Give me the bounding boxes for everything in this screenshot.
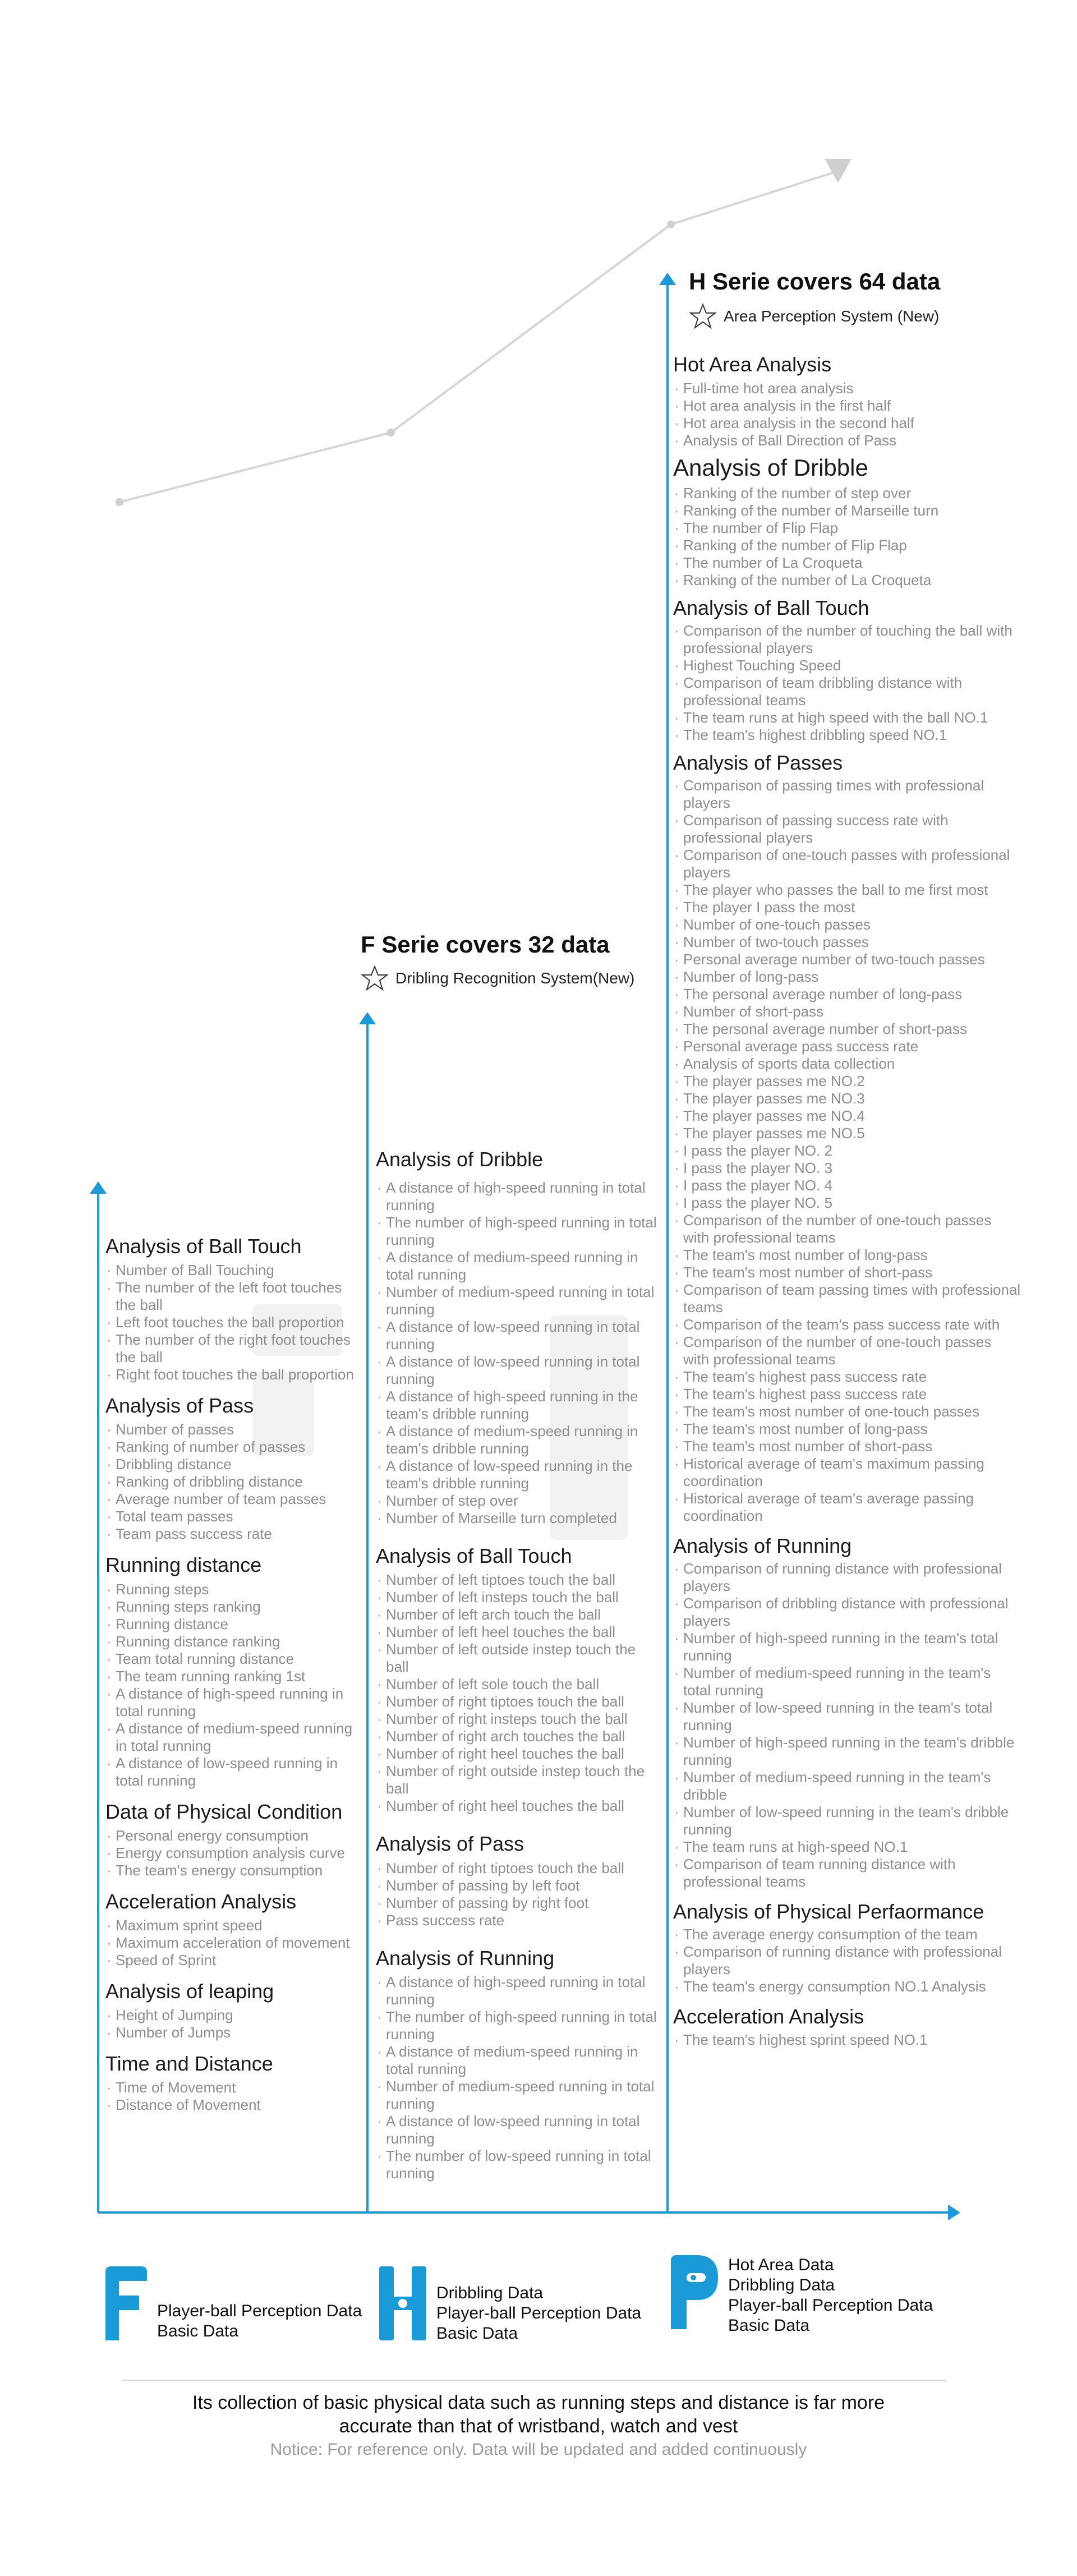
list-item: · A distance of low-speed running in the team's dribble running xyxy=(376,1457,662,1492)
list-item: · Number of right arch touches the ball xyxy=(376,1728,662,1745)
list-item: · Personal average number of two-touch passes xyxy=(673,951,1021,968)
item-list xyxy=(673,1560,1021,1890)
list-item: · Comparison of passing times with professional players xyxy=(673,777,1021,812)
list-item: · Total team passes xyxy=(105,1508,358,1525)
list-item: · The player I pass the most xyxy=(673,899,1021,916)
legend-line: Dribbling Data xyxy=(728,2276,835,2294)
list-item: · Comparison of the number of touching the ball with professional players xyxy=(673,622,1021,657)
list-item: · I pass the player NO. 2 xyxy=(673,1142,1021,1160)
list-item: · Time of Movement xyxy=(105,2079,358,2096)
list-item: · Comparison of dribbling distance with professional players xyxy=(673,1595,1021,1630)
legend-f-lines xyxy=(157,2301,362,2342)
list-item: · Number of Ball Touching xyxy=(105,1262,358,1279)
list-item: · Personal energy consumption xyxy=(105,1827,358,1844)
legend-line: Hot Area Data xyxy=(728,2256,834,2274)
legend-line: Player-ball Perception Data xyxy=(728,2296,933,2315)
list-item: · Comparison of passing success rate with professional players xyxy=(673,812,1021,847)
list-item: · Number of left sole touch the ball xyxy=(376,1676,662,1693)
list-item: · The personal average number of long-pass xyxy=(673,986,1021,1003)
x-axis-arrowhead xyxy=(948,2205,960,2220)
list-item: · Comparison of the number of one-touch passes with professional teams xyxy=(673,1333,1021,1368)
list-item: · Number of Marseille turn completed xyxy=(376,1510,662,1527)
item-list xyxy=(673,380,1021,449)
list-item: · Distance of Movement xyxy=(105,2096,358,2114)
section-title: Time and Distance xyxy=(105,2052,273,2076)
section xyxy=(673,1534,1021,1890)
list-item: · Ranking of the number of La Croqueta xyxy=(673,572,1021,589)
section-title: Analysis of Dribble xyxy=(376,1148,544,1171)
list-item: · Analysis of sports data collection xyxy=(673,1055,1021,1073)
p-logo-icon xyxy=(671,2255,718,2329)
list-item: · Comparison of team running distance with professional teams xyxy=(673,1856,1021,1890)
list-item: · Number of right heel touches the ball xyxy=(376,1797,662,1815)
section-title: Analysis of leaping xyxy=(105,1979,274,2003)
list-item: · Number of medium-speed running in the team's dribble xyxy=(673,1769,1021,1804)
item-list xyxy=(673,2031,1021,2049)
section-title: Analysis of Pass xyxy=(376,1832,524,1856)
item-list xyxy=(376,1571,662,1815)
list-item: · The number of the right foot touches the ball xyxy=(105,1331,358,1366)
legend-line: Basic Data xyxy=(157,2322,239,2340)
list-item: · The team's energy consumption NO.1 Analysis xyxy=(673,1978,1021,1995)
legend-p-lines xyxy=(728,2255,933,2336)
section xyxy=(673,1899,1021,1995)
list-item: · Ranking of the number of Marseille turn xyxy=(673,502,1021,519)
list-item: · A distance of high-speed running in total running xyxy=(376,1974,662,2008)
legend-line: Basic Data xyxy=(436,2324,518,2343)
list-item: · A distance of low-speed running in total running xyxy=(105,1755,358,1790)
footer-statement xyxy=(0,2391,1077,2438)
section-title: Analysis of Dribble xyxy=(673,454,868,481)
list-item: · Ranking of the number of step over xyxy=(673,485,1021,502)
list-item: · Full-time hot area analysis xyxy=(673,380,1021,397)
list-item: · The team's most number of short-pass xyxy=(673,1264,1021,1281)
list-item: · Number of left tiptoes touch the ball xyxy=(376,1571,662,1589)
h-logo-icon xyxy=(379,2266,426,2340)
list-item: · Comparison of running distance with professional players xyxy=(673,1560,1021,1595)
list-item: · Comparison of team passing times with professional teams xyxy=(673,1281,1021,1316)
list-item: · The number of low-speed running in total running xyxy=(376,2147,662,2182)
list-item: · Analysis of Ball Direction of Pass xyxy=(673,432,1021,449)
item-list xyxy=(105,1262,358,1383)
list-item: · A distance of medium-speed running in total running xyxy=(105,1720,358,1755)
section xyxy=(105,1393,358,1543)
list-item: · Number of Jumps xyxy=(105,2024,358,2041)
list-item: · Running steps ranking xyxy=(105,1598,358,1616)
list-item: · Running steps xyxy=(105,1581,358,1598)
section-title: Analysis of Running xyxy=(673,1534,852,1557)
list-item: · A distance of low-speed running in total running xyxy=(376,2113,662,2147)
list-item: · The personal average number of short-pass xyxy=(673,1020,1021,1038)
f-axis-arrowhead xyxy=(359,1012,376,1024)
star-icon xyxy=(689,303,717,330)
list-item: · I pass the player NO. 3 xyxy=(673,1160,1021,1177)
legend-line: Dribbling Data xyxy=(436,2284,544,2302)
list-item: · A distance of medium-speed running in team's dribble running xyxy=(376,1423,662,1457)
section xyxy=(376,1946,662,2182)
basic-axis-arrowhead xyxy=(90,1181,107,1194)
item-list xyxy=(105,2079,358,2114)
item-list xyxy=(673,622,1021,744)
list-item: · The team's highest pass success rate xyxy=(673,1386,1021,1403)
list-item: · The team's most number of one-touch passes xyxy=(673,1403,1021,1420)
list-item: · Number of passes xyxy=(105,1421,358,1438)
list-item: · Number of left arch touch the ball xyxy=(376,1606,662,1623)
list-item: · Number of right insteps touch the ball xyxy=(376,1710,662,1728)
item-list xyxy=(105,2007,358,2041)
list-item: · The team's most number of short-pass xyxy=(673,1438,1021,1455)
section xyxy=(105,1800,358,1879)
list-item: · A distance of high-speed running in the team's dribble running xyxy=(376,1388,662,1423)
section-title: Analysis of Passes xyxy=(673,751,843,774)
list-item: · Personal average pass success rate xyxy=(673,1038,1021,1055)
item-list xyxy=(105,1827,358,1879)
list-item: · Comparison of running distance with professional players xyxy=(673,1943,1021,1978)
list-item: · Number of right heel touches the ball xyxy=(376,1745,662,1763)
section xyxy=(673,352,1021,449)
f-tier-title: F Serie covers 32 data xyxy=(361,931,610,958)
list-item: · I pass the player NO. 5 xyxy=(673,1194,1021,1212)
list-item: · Comparison of the number of one-touch passes with professional teams xyxy=(673,1212,1021,1246)
list-item: · Historical average of team's average passing coordination xyxy=(673,1490,1021,1525)
list-item: · Number of right outside instep touch the ball xyxy=(376,1763,662,1797)
trend-point xyxy=(387,429,395,436)
list-item: · A distance of low-speed running in total running xyxy=(376,1318,662,1353)
item-list xyxy=(376,1974,662,2182)
list-item: · The team's highest dribbling speed NO.1 xyxy=(673,726,1021,744)
section xyxy=(105,1553,358,1789)
list-item: · Number of left heel touches the ball xyxy=(376,1623,662,1641)
list-item: · Speed of Sprint xyxy=(105,1952,358,1969)
section-title: Analysis of Running xyxy=(376,1946,555,1970)
section-title: Analysis of Ball Touch xyxy=(376,1544,572,1568)
footer-line-2: accurate than that of wristband, watch and vest xyxy=(339,2416,738,2437)
list-item: · Team total running distance xyxy=(105,1650,358,1668)
list-item: · Number of left insteps touch the ball xyxy=(376,1589,662,1606)
list-item: · The team runs at high-speed NO.1 xyxy=(673,1838,1021,1856)
list-item: · Number of medium-speed running in total running xyxy=(376,2078,662,2113)
list-item: · Number of high-speed running in the team's total running xyxy=(673,1630,1021,1664)
list-item: · Pass success rate xyxy=(376,1912,662,1929)
list-item: · The number of high-speed running in total running xyxy=(376,1214,662,1249)
f-serie-column xyxy=(376,1147,662,2182)
list-item: · A distance of high-speed running in total running xyxy=(376,1179,662,1214)
basic-column xyxy=(105,1234,358,2114)
list-item: · The team's energy consumption xyxy=(105,1862,358,1879)
section-title: Data of Physical Condition xyxy=(105,1800,343,1823)
list-item: · A distance of medium-speed running in total running xyxy=(376,2043,662,2078)
list-item: · The player passes me NO.5 xyxy=(673,1125,1021,1142)
section xyxy=(105,1234,358,1383)
section xyxy=(376,1832,662,1929)
list-item: · The team's most number of long-pass xyxy=(673,1246,1021,1264)
section-title: Running distance xyxy=(105,1553,262,1577)
list-item: · Hot area analysis in the first half xyxy=(673,397,1021,415)
f-tier-system: Dribling Recognition System(New) xyxy=(395,969,635,987)
list-item: · Number of right tiptoes touch the ball xyxy=(376,1693,662,1710)
list-item: · Number of low-speed running in the team's dribble running xyxy=(673,1804,1021,1838)
list-item: · Ranking of dribbling distance xyxy=(105,1473,358,1491)
list-item: · Right foot touches the ball proportion xyxy=(105,1366,358,1383)
trend-point xyxy=(116,498,123,506)
list-item: · Maximum sprint speed xyxy=(105,1917,358,1934)
list-item: · Ranking of number of passes xyxy=(105,1438,358,1456)
list-item: · Running distance ranking xyxy=(105,1633,358,1650)
section xyxy=(673,454,1021,588)
list-item: · Running distance xyxy=(105,1616,358,1633)
trend-arrowhead xyxy=(825,159,852,183)
legend-line: Player-ball Perception Data xyxy=(436,2304,642,2322)
list-item: · The player passes me NO.2 xyxy=(673,1073,1021,1090)
section xyxy=(105,2051,358,2114)
section xyxy=(376,1147,662,1527)
list-item: · Comparison of team dribbling distance with professional teams xyxy=(673,674,1021,709)
footer-line-1: Its collection of basic physical data such as running steps and distance is far more xyxy=(192,2392,885,2413)
list-item: · Number of two-touch passes xyxy=(673,933,1021,951)
legend-h-lines xyxy=(436,2283,641,2344)
list-item: · Number of long-pass xyxy=(673,968,1021,986)
list-item: · Number of left outside instep touch the ball xyxy=(376,1641,662,1676)
item-list xyxy=(376,1860,662,1929)
list-item: · The player passes me NO.4 xyxy=(673,1107,1021,1125)
section-title: Analysis of Ball Touch xyxy=(673,596,869,619)
list-item: · The average energy consumption of the team xyxy=(673,1926,1021,1943)
f-logo-icon xyxy=(100,2266,147,2340)
list-item: · Number of step over xyxy=(376,1492,662,1510)
list-item: · Number of passing by right foot xyxy=(376,1894,662,1912)
list-item: · Historical average of team's maximum passing coordination xyxy=(673,1455,1021,1490)
list-item: · Number of low-speed running in the team's total running xyxy=(673,1699,1021,1734)
legend-line: Basic Data xyxy=(728,2316,810,2335)
list-item: · The number of the left foot touches the ball xyxy=(105,1279,358,1314)
trend-point xyxy=(667,220,675,228)
list-item: · The number of La Croqueta xyxy=(673,554,1021,572)
list-item: · The number of high-speed running in total running xyxy=(376,2008,662,2043)
item-list xyxy=(376,1179,662,1527)
list-item: · Number of high-speed running in the team's dribble running xyxy=(673,1734,1021,1769)
section xyxy=(673,2004,1021,2048)
list-item: · The team's highest sprint speed NO.1 xyxy=(673,2031,1021,2049)
item-list xyxy=(105,1421,358,1543)
h-tier-system: Area Perception System (New) xyxy=(724,307,940,325)
section-title: Analysis of Pass xyxy=(105,1394,254,1418)
list-item: · Height of Jumping xyxy=(105,2007,358,2024)
list-item: · Highest Touching Speed xyxy=(673,657,1021,674)
list-item: · A distance of high-speed running in total running xyxy=(105,1685,358,1720)
list-item: · Number of medium-speed running in total running xyxy=(376,1284,662,1318)
list-item: · Number of short-pass xyxy=(673,1003,1021,1020)
list-item: · Number of one-touch passes xyxy=(673,916,1021,933)
item-list xyxy=(105,1581,358,1790)
section-title: Acceleration Analysis xyxy=(673,2005,864,2028)
footer-divider xyxy=(122,2380,946,2381)
list-item: · Number of passing by left foot xyxy=(376,1877,662,1894)
list-item: · I pass the player NO. 4 xyxy=(673,1177,1021,1194)
legend-h xyxy=(379,2266,641,2344)
h-tier-header xyxy=(689,268,940,330)
section xyxy=(673,596,1021,744)
legend-p xyxy=(671,2255,933,2336)
section xyxy=(673,751,1021,1525)
list-item: · Number of medium-speed running in the team's total running xyxy=(673,1664,1021,1699)
list-item: · Hot area analysis in the second half xyxy=(673,415,1021,432)
h-tier-title: H Serie covers 64 data xyxy=(689,268,941,295)
star-icon xyxy=(361,965,389,992)
item-list xyxy=(673,777,1021,1525)
section xyxy=(376,1544,662,1815)
list-item: · Dribbling distance xyxy=(105,1456,358,1473)
h-axis-arrowhead xyxy=(659,273,676,285)
list-item: · A distance of low-speed running in total running xyxy=(376,1353,662,1388)
list-item: · The player who passes the ball to me first most xyxy=(673,881,1021,899)
section-title: Hot Area Analysis xyxy=(673,353,832,376)
legend-line: Player-ball Perception Data xyxy=(157,2302,362,2320)
list-item: · Maximum acceleration of movement xyxy=(105,1934,358,1952)
list-item: · Average number of team passes xyxy=(105,1491,358,1508)
item-list xyxy=(673,1926,1021,1995)
list-item: · The player passes me NO.3 xyxy=(673,1090,1021,1107)
item-list xyxy=(673,485,1021,589)
list-item: · Comparison of one-touch passes with professional players xyxy=(673,847,1021,881)
section-title: Analysis of Physical Perfaormance xyxy=(673,1900,984,1924)
f-tier-header xyxy=(361,931,634,992)
list-item: · The team runs at high speed with the ball NO.1 xyxy=(673,709,1021,726)
list-item: · The team's most number of long-pass xyxy=(673,1420,1021,1438)
list-item: · Number of right tiptoes touch the ball xyxy=(376,1860,662,1877)
section xyxy=(105,1889,358,1969)
section-title: Acceleration Analysis xyxy=(105,1889,297,1913)
list-item: · The number of Flip Flap xyxy=(673,519,1021,537)
list-item: · The team running ranking 1st xyxy=(105,1668,358,1685)
item-list xyxy=(105,1917,358,1969)
list-item: · Left foot touches the ball proportion xyxy=(105,1314,358,1331)
section xyxy=(105,1979,358,2041)
h-serie-column xyxy=(673,352,1021,2049)
list-item: · Comparison of the team's pass success rate with xyxy=(673,1316,1021,1333)
footer-note: Notice: For reference only. Data will be updated and added continuously xyxy=(270,2440,807,2459)
list-item: · The team's highest pass success rate xyxy=(673,1368,1021,1386)
legend-f xyxy=(100,2266,362,2342)
list-item: · A distance of medium-speed running in total running xyxy=(376,1249,662,1284)
section-title: Analysis of Ball Touch xyxy=(105,1235,302,1258)
list-item: · Ranking of the number of Flip Flap xyxy=(673,537,1021,554)
list-item: · Team pass success rate xyxy=(105,1525,358,1543)
list-item: · Energy consumption analysis curve xyxy=(105,1844,358,1862)
